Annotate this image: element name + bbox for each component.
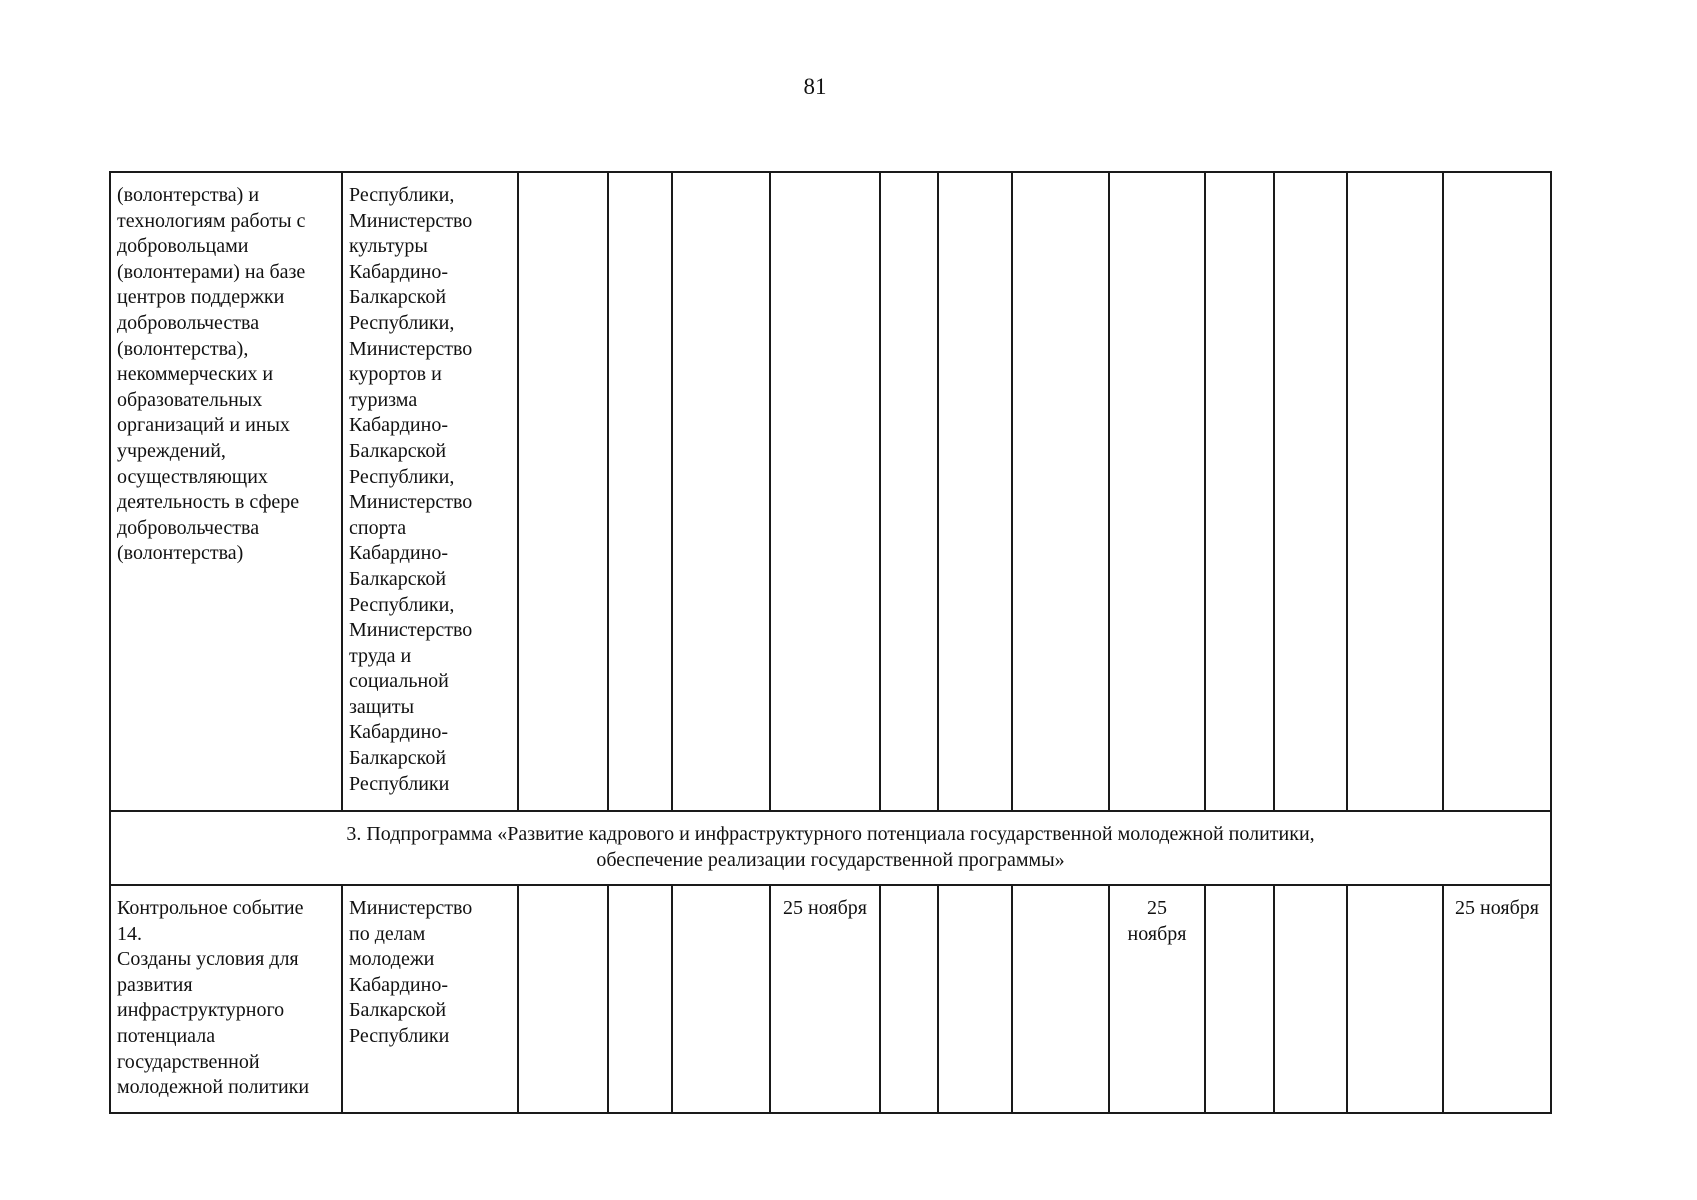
empty-cell bbox=[672, 885, 770, 1113]
empty-cell bbox=[518, 885, 608, 1113]
empty-cell bbox=[770, 172, 880, 811]
empty-cell bbox=[1205, 172, 1274, 811]
deadline-date-cell: 25 ноября bbox=[1109, 885, 1205, 1113]
empty-cell bbox=[1443, 172, 1551, 811]
empty-cell bbox=[1274, 885, 1347, 1113]
empty-cell bbox=[880, 172, 938, 811]
empty-cell bbox=[1012, 172, 1109, 811]
responsible-executor-cell: Министерство по делам молодежи Кабардино- Балкарской Республики bbox=[342, 885, 518, 1113]
activity-cell: Контрольное событие 14. Созданы условия для развития инфраструктурного потенциала государственной молодежной политики bbox=[110, 885, 342, 1113]
empty-cell bbox=[1205, 885, 1274, 1113]
empty-cell bbox=[1109, 172, 1205, 811]
table-row-volunteer-training bbox=[110, 172, 1551, 811]
empty-cell bbox=[608, 172, 672, 811]
empty-cell bbox=[518, 172, 608, 811]
page-number: 81 bbox=[803, 74, 827, 99]
deadline-date-cell: 25 ноября bbox=[770, 885, 880, 1113]
empty-cell bbox=[672, 172, 770, 811]
activity-cell: (волонтерства) и технологиям работы с добровольцами (волонтерами) на базе центров поддержки добровольчества (волонтерства), некоммерческих и образовательных организаций и иных учреждений, осуществляющих деятельность в сфере добровольчества (волонтерства) bbox=[110, 172, 342, 811]
subprogram-heading: 3. Подпрограмма «Развитие кадрового и инфраструктурного потенциала государственной молодежной политики, обеспечение реализации государственной программы» bbox=[110, 811, 1551, 885]
table-row-subprogram-heading bbox=[110, 811, 1551, 885]
empty-cell bbox=[1347, 885, 1443, 1113]
empty-cell bbox=[1274, 172, 1347, 811]
empty-cell bbox=[1347, 172, 1443, 811]
deadline-date-cell: 25 ноября bbox=[1443, 885, 1551, 1113]
empty-cell bbox=[938, 172, 1012, 811]
table-row-control-event-14 bbox=[110, 885, 1551, 1113]
control-events-table bbox=[109, 171, 1552, 1114]
empty-cell bbox=[880, 885, 938, 1113]
empty-cell bbox=[938, 885, 1012, 1113]
empty-cell bbox=[1012, 885, 1109, 1113]
empty-cell bbox=[608, 885, 672, 1113]
responsible-executor-cell: Республики, Министерство культуры Кабардино- Балкарской Республики, Министерство курортов и туризма Кабардино- Балкарской Республики, Министерство спорта Кабардино- Балкарской Республики, Министерство труда и социальной защиты Кабардино- Балкарской Республики bbox=[342, 172, 518, 811]
